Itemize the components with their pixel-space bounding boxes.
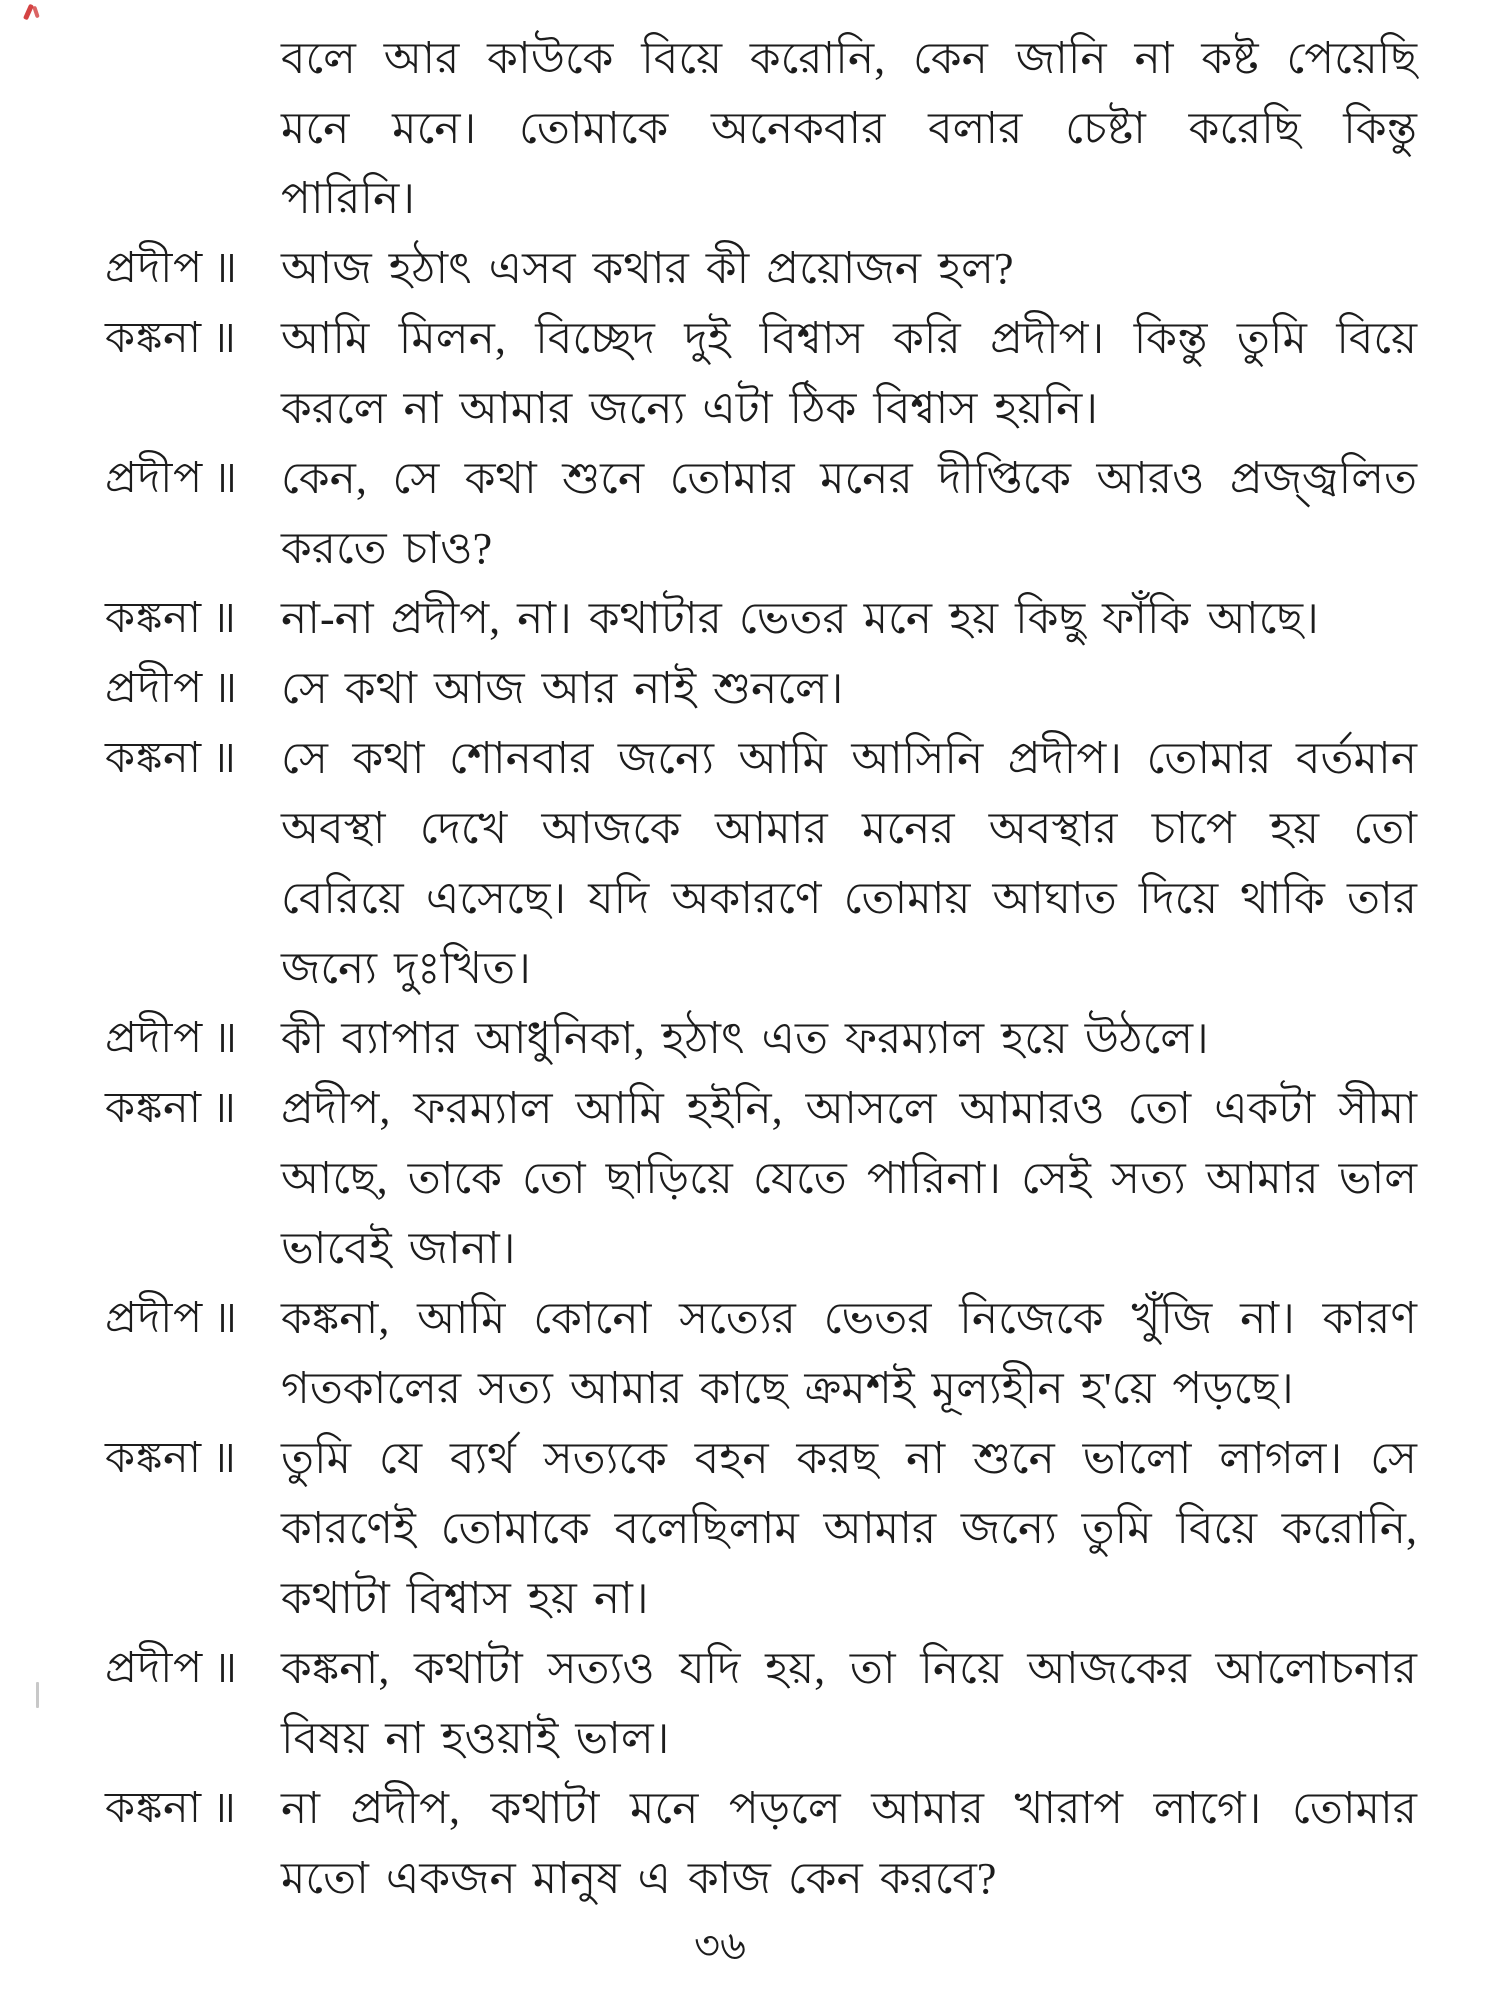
dialogue-row bbox=[105, 304, 1417, 444]
speaker-cell bbox=[105, 304, 281, 374]
dialogue-line: আজ হঠাৎ এসব কথার কী প্রয়োজন হল? bbox=[281, 244, 1014, 293]
dialogue-line: না প্রদীপ, কথাটা মনে পড়লে আমার খারাপ লাগে। তোমার bbox=[281, 1784, 1417, 1833]
speech-lines bbox=[281, 1634, 1417, 1774]
speaker-separator: ॥ bbox=[212, 1295, 238, 1342]
scan-artifact-red-mark bbox=[32, 6, 40, 19]
dialogue-row bbox=[105, 1424, 1417, 1634]
continuation-lines bbox=[281, 24, 1417, 234]
dialogue-line: তুমি যে ব্যর্থ সত্যকে বহন করছ না শুনে ভালো লাগল। সে bbox=[281, 1434, 1417, 1483]
page-number: ৩৬ bbox=[693, 1923, 746, 1968]
speaker-separator: ॥ bbox=[211, 735, 237, 782]
dialogue-line: করতে চাও? bbox=[281, 524, 493, 573]
dialogue-row bbox=[105, 1074, 1417, 1284]
speaker-cell bbox=[105, 1074, 281, 1144]
speaker-cell bbox=[105, 584, 281, 654]
speaker-cell bbox=[105, 1634, 281, 1704]
dialogue-row bbox=[105, 1284, 1417, 1424]
dialogue-line: কারণেই তোমাকে বলেছিলাম আমার জন্যে তুমি বিয়ে করোনি, bbox=[281, 1504, 1417, 1553]
dialogue-line: কঙ্কনা, কথাটা সত্যও যদি হয়, তা নিয়ে আজকের আলোচনার bbox=[281, 1644, 1417, 1693]
dialogue-row bbox=[105, 444, 1417, 584]
speech-lines bbox=[281, 1284, 1417, 1424]
continuation-line: পারিনি। bbox=[281, 174, 416, 223]
speaker-name: প্রদীপ bbox=[105, 1645, 203, 1692]
speaker-name: কঙ্কনা bbox=[105, 1435, 202, 1482]
speech-lines bbox=[281, 1004, 1417, 1074]
dialogue-line: আমি মিলন, বিচ্ছেদ দুই বিশ্বাস করি প্রদীপ। কিন্তু তুমি বিয়ে bbox=[281, 314, 1417, 363]
speaker-name: প্রদীপ bbox=[105, 1015, 203, 1062]
speaker-name: প্রদীপ bbox=[105, 665, 203, 712]
speaker-cell bbox=[105, 1424, 281, 1494]
dialogue-line: অবস্থা দেখে আজকে আমার মনের অবস্থার চাপে হয় তো bbox=[281, 804, 1417, 853]
dialogue-line: ভাবেই জানা। bbox=[281, 1224, 516, 1273]
speaker-name: কঙ্কনা bbox=[105, 1785, 202, 1832]
speech-lines bbox=[281, 654, 1417, 724]
speaker-separator: ॥ bbox=[212, 665, 238, 712]
speaker-name: কঙ্কনা bbox=[105, 1085, 202, 1132]
speaker-separator: ॥ bbox=[212, 1015, 238, 1062]
dialogue-row bbox=[105, 584, 1417, 654]
dialogue-body bbox=[105, 24, 1417, 1914]
dialogue-line: কথাটা বিশ্বাস হয় না। bbox=[281, 1574, 649, 1623]
speaker-cell bbox=[105, 724, 281, 794]
speaker-separator: ॥ bbox=[212, 455, 238, 502]
dialogue-line: কী ব্যাপার আধুনিকা, হঠাৎ এত ফরম্যাল হয়ে উঠলে। bbox=[281, 1014, 1209, 1063]
speech-lines bbox=[281, 444, 1417, 584]
speaker-name: প্রদীপ bbox=[105, 1295, 203, 1342]
dialogue-line: জন্যে দুঃখিত। bbox=[281, 944, 531, 993]
speech-lines bbox=[281, 1074, 1417, 1284]
speaker-separator: ॥ bbox=[212, 1645, 238, 1692]
dialogue-row bbox=[105, 1004, 1417, 1074]
speech-lines bbox=[281, 304, 1417, 444]
dialogue-row bbox=[105, 1774, 1417, 1914]
speaker-name: কঙ্কনা bbox=[105, 315, 202, 362]
dialogue-line: বেরিয়ে এসেছে। যদি অকারণে তোমায় আঘাত দিয়ে থাকি তার bbox=[281, 874, 1417, 923]
speech-lines bbox=[281, 234, 1417, 304]
speaker-cell bbox=[105, 654, 281, 724]
continuation-line: বলে আর কাউকে বিয়ে করোনি, কেন জানি না কষ্ট পেয়েছি bbox=[281, 34, 1417, 83]
dialogue-line: করলে না আমার জন্যে এটা ঠিক বিশ্বাস হয়নি। bbox=[281, 384, 1098, 433]
dialogue-line: আছে, তাকে তো ছাড়িয়ে যেতে পারিনা। সেই সত্য আমার ভাল bbox=[281, 1154, 1417, 1203]
speech-lines bbox=[281, 1424, 1417, 1634]
dialogue-row bbox=[105, 1634, 1417, 1774]
speaker-separator: ॥ bbox=[211, 595, 237, 642]
dialogue-row bbox=[105, 234, 1417, 304]
dialogue-line: কেন, সে কথা শুনে তোমার মনের দীপ্তিকে আরও প্রজ্জ্বলিত bbox=[281, 454, 1417, 503]
speaker-cell bbox=[105, 1004, 281, 1074]
dialogue-row bbox=[105, 654, 1417, 724]
speech-lines bbox=[281, 584, 1417, 654]
dialogue-line: সে কথা শোনবার জন্যে আমি আসিনি প্রদীপ। তোমার বর্তমান bbox=[281, 734, 1417, 783]
dialogue-line: গতকালের সত্য আমার কাছে ক্রমশই মূল্যহীন হ'য়ে পড়ছে। bbox=[281, 1364, 1294, 1413]
speech-lines bbox=[281, 1774, 1417, 1914]
continuation-block bbox=[105, 24, 1417, 234]
speaker-cell bbox=[105, 234, 281, 304]
dialogue-line: প্রদীপ, ফরম্যাল আমি হইনি, আসলে আমারও তো একটা সীমা bbox=[281, 1084, 1417, 1133]
dialogue-line: মতো একজন মানুষ এ কাজ কেন করবে? bbox=[281, 1854, 997, 1903]
speaker-separator: ॥ bbox=[212, 245, 238, 292]
scan-artifact-tick bbox=[36, 1682, 39, 1708]
speaker-cell bbox=[105, 444, 281, 514]
speaker-name: কঙ্কনা bbox=[105, 735, 202, 782]
dialogue-line: কঙ্কনা, আমি কোনো সত্যের ভেতর নিজেকে খুঁজি না। কারণ bbox=[281, 1294, 1417, 1343]
dialogue-line: না-না প্রদীপ, না। কথাটার ভেতর মনে হয় কিছু ফাঁকি আছে। bbox=[281, 594, 1319, 643]
dialogue-line: বিষয় না হওয়াই ভাল। bbox=[281, 1714, 670, 1763]
speaker-separator: ॥ bbox=[211, 315, 237, 362]
dialogue-row bbox=[105, 724, 1417, 1004]
speaker-name: কঙ্কনা bbox=[105, 595, 202, 642]
dialogue-line: সে কথা আজ আর নাই শুনলে। bbox=[281, 664, 844, 713]
speaker-separator: ॥ bbox=[211, 1785, 237, 1832]
continuation-line: মনে মনে। তোমাকে অনেকবার বলার চেষ্টা করেছি কিন্তু bbox=[281, 104, 1417, 153]
speaker-name: প্রদীপ bbox=[105, 455, 203, 502]
speaker-separator: ॥ bbox=[211, 1085, 237, 1132]
speaker-cell bbox=[105, 1284, 281, 1354]
speaker-cell bbox=[105, 1774, 281, 1844]
speaker-separator: ॥ bbox=[211, 1435, 237, 1482]
speaker-name: প্রদীপ bbox=[105, 245, 203, 292]
speech-lines bbox=[281, 724, 1417, 1004]
